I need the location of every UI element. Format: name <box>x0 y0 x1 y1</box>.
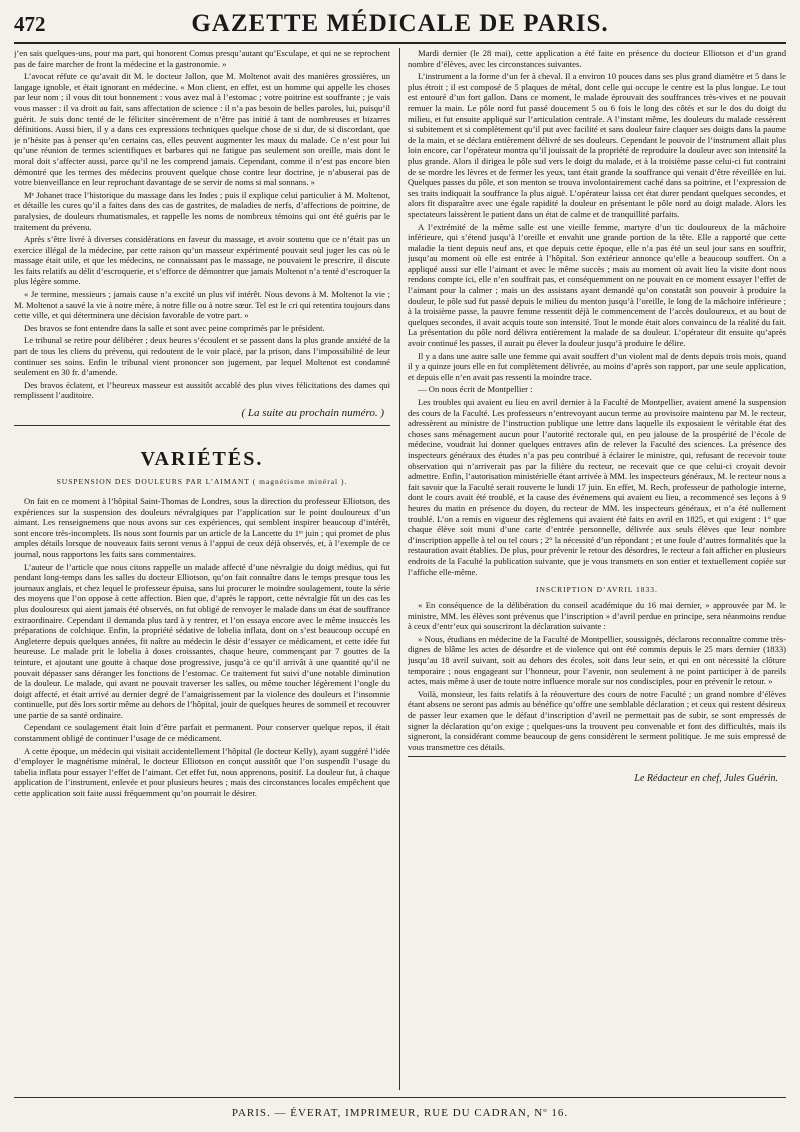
paragraph: Après s’être livré à diverses considérations en faveur du massage, et avoir soutenu que ce n’était pas un exercice illégal de la médecine, par cette raison qu’un masseur expérimenté pouvait seul juger les cas où le massage était utile, et que les médecins, ne connaissant pas le massage, ne pouvaient le prescrire, il discute les faits relatifs au délit d’escroquerie, et s’efforce de démontrer que jamais Moltenot n’a tenté d’escroquer la plus légère somme. <box>14 234 390 287</box>
paragraph: Voilà, monsieur, les faits relatifs à la réouverture des cours de notre Faculté ; un grand nombre d’élèves étant absens ne seront pas admis au bénéfice qu’offre une semblable déclaration ; et ceux qui restent désireux de passer leur examen que le défaut d’inscription d’avril ne permettait pas de subir, se sont empressés de signer la déclaration qu’on exige ; quelques-uns la trouvent peu convenable et font des difficultés, mais ils signeront, la considérant comme beaucoup de gens considèrent le serment politique. Je me suis empressé de vous transmettre ces détails. <box>408 688 786 752</box>
columns <box>14 48 786 1090</box>
column-rule <box>399 48 400 1090</box>
continuation-note: ( La suite au prochain numéro. ) <box>241 407 384 419</box>
notice-heading: INSCRIPTION D’AVRIL 1833. <box>536 585 658 595</box>
paragraph: Mardi dernier (le 28 mai), cette application a été faite en présence du docteur Elliotson et d’un grand nombre d’élèves, avec les circonstances suivantes. <box>408 48 786 69</box>
right-column <box>408 48 786 1090</box>
editor-signature: Le Rédacteur en chef, Jules Guérin. <box>634 773 778 785</box>
paragraph: Des bravos se font entendre dans la salle et sont avec peine comprimés par le président. <box>24 322 325 333</box>
printer-imprint: PARIS. — ÉVERAT, IMPRIMEUR, RUE DU CADRAN, Nº 16. <box>14 1097 786 1126</box>
paragraph: Les troubles qui avaient eu lieu en avril dernier à la Faculté de Montpellier, avaient amené la suspension des cours de la Faculté. Les professeurs n’entrevoyant aucun terme au provisoire maintenu par M. le recteur, adressèrent au ministre de l’instruction publique une lettre dans laquelle ils exposaient le véritable état des choses sans ménagement aucun pour l’autorité rectorale qui, en peu jalouse de la prospérité de l’école de médecine, voudrait lui donner quelques entraves afin de relever la Faculté des sciences. La présence des inspecteurs généraux des études n’a pas peu contribué à éclairer le ministre, qui, refusant de recevoir toute observation qui n’arriverait pas par la filière du recteur, ne recevait que ce que celui-ci croyait devoir admettre. Enfin, l’autorisation ministérielle étant arrivée à MM. les inspecteurs généraux, M. le recteur nous a fait savoir que la Faculté serait rouverte le lundi 17 juin. En effet, M. Rech, professeur de pathologie interne, dont le cours avait été troublé, et la cause des événemens qui avaient eu lieu, a recommencé ses leçons à 9 heures du matin en présence du doyen, du recteur de MM. les inspecteurs généraux, et n’a été nullement troublé. L’on a remis en vigueur des règlemens qui avaient été faits en avril en 1825, et qui exigent : 1° que chaque élève soit muni d’une carte d’entrée personnelle, délivrée aux seuls élèves que leur nombre d’inscription appelle à tel ou tel cours ; 2° la nécessité d’un répondant ; et une foule d’autres formalités que la restauration avait établies. De plus, pour prévenir le retour des désordres, le recteur a fait afficher en plusieurs endroits de la Faculté la publication suivante, que je vous transmets en son entier et textuellement copiée sur l’affiche elle-même. <box>408 397 786 577</box>
paragraph: Des bravos éclatent, et l’heureux masseur est aussitôt accablé des plus vives félicitations des dames qui remplissent l’auditoire. <box>14 379 390 401</box>
section-title: VARIÉTÉS. <box>140 448 264 470</box>
paragraph: A l’extrémité de la même salle est une vieille femme, martyre d’un tic douloureux de la mâchoire inférieure, qui s’étend jusqu’à l’oreille et envahit une grande portion de la tête. Elle a rapporté que cette maladie la tient depuis neuf ans, et que depuis cette époque, elle n’a pas été un seul jour sans en souffrir, jusqu’au moment où elle est entrée à l’hôpital. Son extérieur annonce qu’elle a beaucoup souffert. On a appliqué aussi sur elle l’aimant et avec le même succès ; mais au moment où avait lieu la visite dont nous rendons compte ici, elle n’en souffrait pas, et conséquemment on ne pouvait en ce moment essayer l’effet de l’aimant pour la calmer ; mais un des assistans ayant demandé qu’on constatât son pouvoir à produire la douleur, le pôle sud fut passé depuis le milieu du menton jusqu’à l’oreille, le long de la mâchoire inférieure ; à la troisième passe, la pauvre femme ressentit déjà le commencement de l’accès douloureux, et au bout de quelques secondes, il avait acquis toute son intensité. Tout le monde était alors convaincu de la réalité du fait. La présentation du pôle nord délivra entièrement la malade de sa douleur. L’opérateur dit ensuite qu’après avoir continué les passes, il aurait pu élever la douleur jusqu’à produire le délire. <box>408 221 786 349</box>
paragraph: L’instrument a la forme d’un fer à cheval. Il a environ 10 pouces dans ses plus grand diamètre et 5 dans le plus étroit ; il est composé de 5 plaques de métal, dont celle qui occupe le centre est la plus longue. Le tout est entouré d’un fort gallon. Dans ce moment, le malade éprouvait des souffrances très-vives et ne pouvait remuer la main. Le pôle nord fut passé doucement 5 ou 6 fois le long des côtés et sur le dos du doigt du milieu, et fut ensuite appliqué sur l’articulation centrale. A l’instant même, les douleurs du malade cessèrent si subitement et si complètement qu’il put avec facilité et sans douleur faire claquer ses doigts dans la paume de la main, et se déclara entièrement délivré de ses douleurs. Cependant le pouvoir de l’instrument allait plus loin encore, car l’opérateur montra qu’il jouissait de la propriété de reproduire la douleur avec son intensité la plus grande. Alors il dirigea le pôle sud vers le doigt du malade, et à la troisième passe celui-ci fut contraint de se mordre les lèvres et de fermer les yeux, tant était grande la souffrance qui venait d’être réveillée en lui. Quelques passes du pôle, et son menton se trouva involontairement caché dans sa poitrine, et l’expression de ses traits indiquait la souffrance la plus aiguë. L’opérateur laissa cet état durer pendant quelques secondes, et alors fit disparaître avec une égale rapidité la douleur en présentant le pôle nord au doigt malade. Alors les spectateurs laissèrent le patient dans un état de calme et de tranquillité parfaits. <box>408 71 786 219</box>
left-column <box>14 48 390 1090</box>
news-intro: — On nous écrit de Montpellier : <box>418 384 533 395</box>
paragraph: Le tribunal se retire pour délibérer ; deux heures s’écoulent et se passent dans la plus grande anxiété de la part de tous les cliens du prévenu, qui redoutent de le voir placé, par la prison, dans l’impossibilité de leur continuer ses soins. Enfin le tribunal vient prononcer son jugement, par lequel Moltenot est condamné seulement en 30 fr. d’amende. <box>14 335 390 378</box>
paragraph: A cette époque, un médecin qui visitait accidentellement l’hôpital (le docteur Kelly), ayant suggéré l’idée d’employer le magnétisme minéral, le docteur Elliotson en conçut aussitôt que l’on suspendît l’usage du tabelia inflata pour essayer l’effet de l’aimant. Cet effet fut, nous apprenons, positif. La douleur fut, à chaque application de l’instrument, enlevée et pour plusieurs heures ; mais des circonstances locales empêchent que cette application soit faite aussi fréquemment qu’on pourrait le désirer. <box>14 745 390 799</box>
paragraph: On fait en ce moment à l’hôpital Saint-Thomas de Londres, sous la direction du professeur Elliotson, des expériences sur la suspension des douleurs névralgiques par l’application sur le point douloureux d’un aimant. Les renseignemens que nous avons sur ces expériences, qui semblent inspirer beaucoup d’intérêt, sont encore très-incomplets. Ils nous sont fournis par un article de la Lancette du 1ᵉʳ juin ; qui promet de plus amples détails lorsque de nouveaux faits seront venus à l’appui de ceux déjà observés, et, à l’exemple de ce journal, nous rapportons les faits sans commentaires. <box>14 496 390 559</box>
page-header <box>14 8 786 44</box>
paragraph: j’en sais quelques-uns, pour ma part, qui honorent Comus presqu’autant qu’Esculape, et qui ne se reprochent pas de faire marcher de front la médecine et la gastronomie. » <box>14 48 390 69</box>
paragraph: Il y a dans une autre salle une femme qui avait souffert d’un violent mal de dents depuis trois mois, quand il y a quinze jours elle en fut complètement délivrée, au moins d’après son rapport, par une seule application, et depuis elle n’en avait pas ressenti la moindre trace. <box>408 350 786 382</box>
section-divider <box>14 425 390 426</box>
paragraph: « Je termine, messieurs ; jamais cause n’a excité un plus vif intérêt. Nous devons à M. Moltenot la vie ; M. Moltenot a sauvé la vie à notre mère, à notre fille ou à notre sœur. Tel est le cri qui retentira toujours dans cette ville, et qui déterminera une décision favorable de votre part. » <box>14 289 390 321</box>
paragraph: L’avocat réfute ce qu’avait dit M. le docteur Jallon, que M. Moltenot avait des manières grossières, un langage ignoble, et était ignorant en médecine. « Mon client, en effet, est un homme qui appelle les choses par leur nom ; il vous dit tout bonnement : vous avez mal à l’estomac ; votre poitrine est souffrante ; je vais vous masser : il va droit au fait, sans affectation de science : il n’a pas besoin de belles paroles, lui, puisqu’il guérit. Je suis donc tenté de le féliciter sincèrement de n’être pas initié à tant de nombreuses et bizarres définitions. Aussi bien, il y a dans ces expressions techniques quelque chose de si dur, de si discordant, que je n’hésite pas à penser qu’en certains cas, elles peuvent augmenter les maux du malade. Ce n’est pour lui qu’une réunion de termes scientifiques et barbares qui ne fatigue pas seulement son oreille, mais dont le moral doit s’affecter aussi, parce qu’il ne les comprend jamais. Cependant, comme il n’est pas encore bien démontré que les termes des médecins prouvent quelque chose contre leur doctrine, je n’abuserai pas de votre bienveillance en leur reprochant davantage de se servir de noms si mal sonnans. » <box>14 71 390 188</box>
page-number: 472 <box>14 12 46 36</box>
quoted-notice: « En conséquence de la délibération du conseil académique du 16 mai dernier, » approuvée par M. le ministre, MM. les élèves sont prévenus que l’inscription » d’avril perdue en principe, sera néanmoins rendue à ceux d’entr’eux qui souscriront la déclaration suivante : <box>408 600 786 632</box>
article-heading: SUSPENSION DES DOULEURS PAR L’AIMANT ( magnétisme minéral ). <box>56 477 348 486</box>
paragraph: Mᵉ Johanet trace l’historique du massage dans les Indes ; puis il explique celui particulier à M. Moltenot, et détaille les cures qu’il a faites dans des cas de gastrites, de maladies de nerfs, d’affections de poitrine, de paralysies, de douleurs rhumatismales, et rappelle les noms de nombreux témoins qui ont été guéris par le traitement du prévenu. <box>14 189 390 232</box>
newspaper-page <box>14 8 786 1126</box>
paragraph: L’auteur de l’article que nous citons rappelle un malade affecté d’une névralgie du doigt médius, qui fut pendant long-temps dans les salles du docteur Elliotson, qu’on fait connaître dans le temps presque tous les journaux anglais, et chez lequel le professeur épuisa, sans lui procurer le moindre soulagement, toute la série des moyens que l’on oppose à cette affection. Bien que, d’après le rapport, cette névralgie fût un des cas les plus douloureux qui aient jamais été observés, on fut obligé de renvoyer le malade dans un état de souffrance extraordinaire. Cependant il demanda plus tard à y rentrer, et l’on essaya encore avec le même insuccès les préparations de colchique. Enfin, la propriété sédative de lobelia inflata, dont on s’est beaucoup occupé en Angleterre depuis quelques années, fit naître au médecin le désir d’essayer ce médicament, et cette idée fut heureuse. Le malade prit le lobelia à doses croissantes, chaque heure, commençant par 7 gouttes de la teinture, et ajoutant une goutte à chaque dose progressive, jusqu’à ce qu’il arrivât à une quantité qu’il ne pouvait dépasser sans déranger les fonctions de l’estomac. Ce traitement fut suivi d’une notable diminution de la douleur. Le malade, qui avant ne pouvait traverser les salles, ou même toucher légèrement l’ongle du doigt affecté, et était arrivé au dernier degré de l’amaigrissement par la violence des douleurs et l’insomnie continuelle, put dès lors sortir même au dehors de l’hôpital, jouir de quelques heures de sommeil et recouvrer une partie de sa santé ordinaire. <box>14 561 390 720</box>
quoted-declaration: » Nous, étudians en médecine de la Faculté de Montpellier, soussignés, déclarons reconnaître comme très-dignes de blâme les actes de désordre et de violence qui ont été commis depuis le 25 mars dernier (1833) jusqu’au 18 avril suivant, soit au dehors des écoles, soit dans leur sein, et qui en ont nécessité la clôture temporaire ; nous engageant sur l’honneur, pour l’avenir, non seulement à ne point participer à de pareils actes, mais même à user de toute notre influence morale sur nos condisciples, pour en prévenir le retour. » <box>408 633 786 687</box>
signature-divider <box>408 756 786 757</box>
paragraph: Cependant ce soulagement était loin d’être parfait et permanent. Pour conserver quelque repos, il était constamment obligé de continuer l’usage de ce médicament. <box>14 722 390 744</box>
journal-title: GAZETTE MÉDICALE DE PARIS. <box>191 10 609 37</box>
